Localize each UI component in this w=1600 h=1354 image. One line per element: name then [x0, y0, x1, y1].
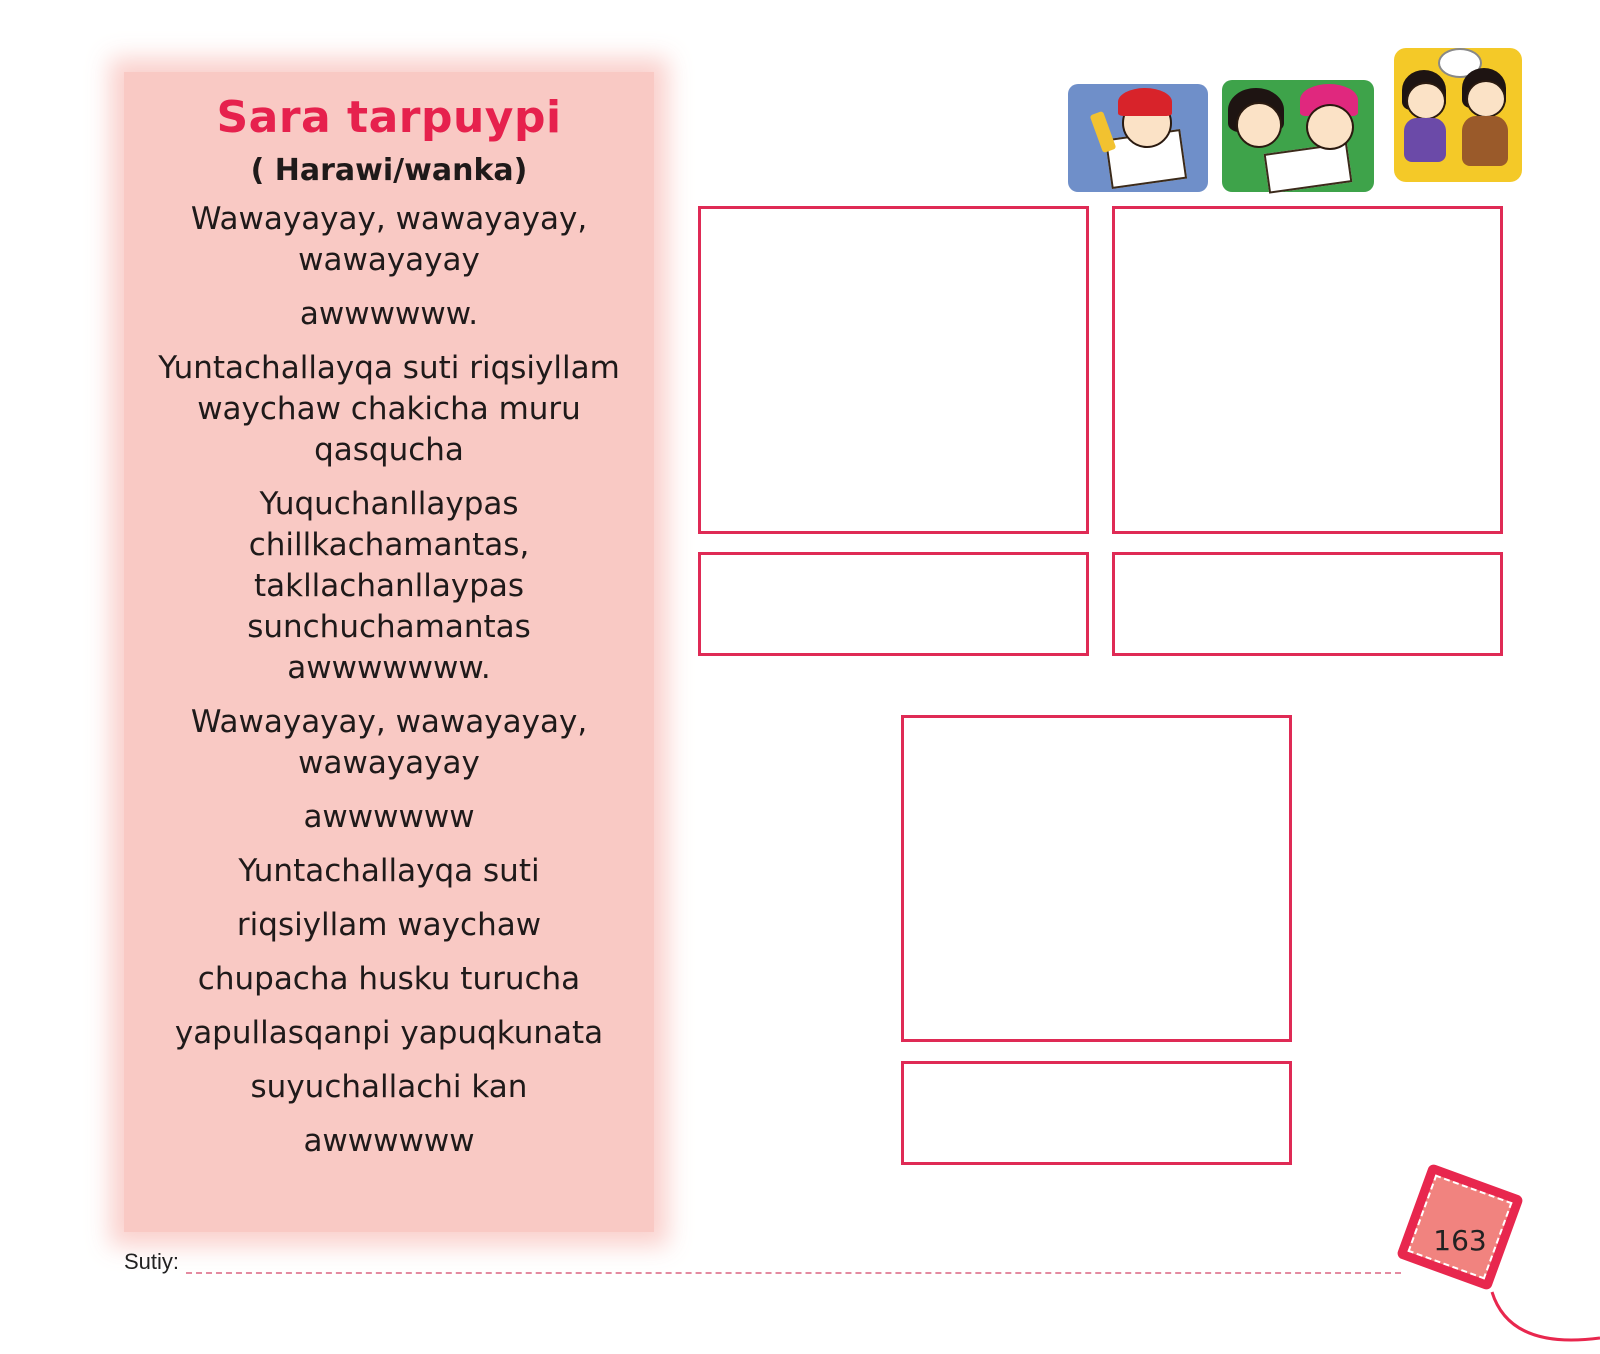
caption-box-3[interactable] — [901, 1061, 1292, 1165]
children-talking-icon — [1394, 48, 1522, 182]
children-writing-icon — [1222, 80, 1374, 192]
red-hat — [1118, 88, 1172, 116]
poem-title: Sara tarpuypi — [216, 92, 562, 143]
page-number: 163 — [1433, 1224, 1487, 1257]
child-face — [1466, 80, 1506, 118]
paper-sheet — [1264, 142, 1353, 193]
poem-stanza: riqsiyllam waychaw — [236, 906, 542, 943]
child-face — [1406, 82, 1446, 120]
child-drawing-icon — [1068, 84, 1208, 192]
poem-stanza: awwwwww — [303, 1122, 475, 1159]
poem-panel — [124, 72, 654, 1232]
drawing-box-1[interactable] — [698, 206, 1089, 534]
child-face — [1306, 104, 1354, 150]
poem-subtitle: ( Harawi/wanka) — [250, 152, 528, 188]
drawing-box-2[interactable] — [1112, 206, 1503, 534]
kite-string — [1490, 1290, 1600, 1354]
poem-stanzas — [124, 199, 654, 1162]
name-label: Sutiy: — [124, 1249, 180, 1274]
poem-stanza: Yuntachallayqa suti — [238, 852, 540, 889]
poem-stanza: Wawayayay, wawayayay, wawayayay — [190, 703, 588, 781]
caption-box-1[interactable] — [698, 552, 1089, 656]
poem-stanza: Wawayayay, wawayayay, wawayayay — [190, 200, 588, 278]
caption-box-2[interactable] — [1112, 552, 1503, 656]
brown-poncho — [1462, 116, 1508, 166]
poem-stanza: awwwwww. — [299, 295, 479, 332]
poem-stanza: awwwwww — [303, 798, 475, 835]
poem-stanza: Yuntachallayqa suti riqsiyllam waychaw chakicha muru qasqucha — [158, 349, 620, 468]
name-write-line[interactable] — [186, 1272, 1401, 1274]
child-face — [1236, 102, 1282, 148]
poem-stanza: chupacha husku turucha — [197, 960, 581, 997]
poem-stanza: yapullasqanpi yapuqkunata — [174, 1014, 604, 1051]
poem-stanza: Yuquchanllaypas chillkachamantas, takllachanllaypas sunchuchamantas awwwwwww. — [247, 485, 531, 686]
purple-dress — [1404, 118, 1446, 162]
pencil-shape — [1090, 111, 1117, 153]
poem-stanza: suyuchallachi kan — [250, 1068, 528, 1105]
drawing-box-3[interactable] — [901, 715, 1292, 1042]
